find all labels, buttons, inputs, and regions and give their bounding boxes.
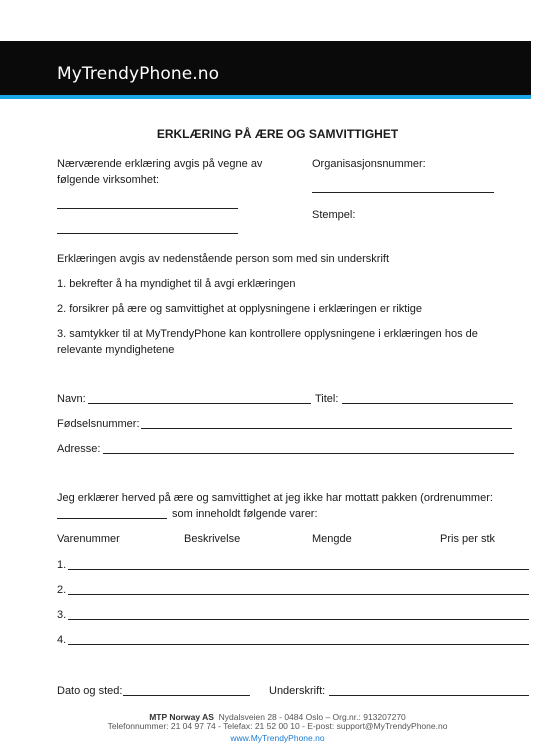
col-description: Beskrivelse	[184, 533, 241, 545]
date-field[interactable]	[123, 695, 250, 696]
footer-contact: Telefonnummer: 21 04 97 74 - Telefax: 21 52 00 10 - E-post: support@MyTrendyPhone.no	[107, 721, 448, 731]
footer-website-link[interactable]: www.MyTrendyPhone.no	[230, 733, 325, 743]
birth-number-label: Fødselsnummer:	[57, 418, 140, 430]
declaration-intro: Erklæringen avgis av nedenstående person som med sin underskrift	[57, 253, 390, 265]
point-2: 2. forsikrer på ære og samvittighet at opplysningene i erklæringen er riktige	[57, 303, 423, 315]
document-title: ERKLÆRING PÅ ÆRE OG SAMVITTIGHET	[156, 127, 399, 141]
row-2-line[interactable]	[68, 594, 529, 595]
footer-address: Nydalsveien 28 - 0484 Oslo – Org.nr.: 913207270	[218, 712, 406, 722]
company-line-2[interactable]	[57, 233, 238, 234]
row-3-number: 3.	[57, 609, 67, 621]
col-unit-price: Pris per stk	[440, 533, 496, 545]
brand-header	[0, 41, 531, 99]
intro-line-2: følgende virksomhet:	[57, 174, 160, 186]
address-label: Adresse:	[57, 443, 101, 455]
stamp-label: Stempel:	[312, 209, 356, 221]
name-field[interactable]	[88, 403, 311, 404]
row-3-line[interactable]	[68, 619, 529, 620]
org-number-line[interactable]	[312, 192, 494, 193]
row-1-line[interactable]	[68, 569, 529, 570]
name-label: Navn:	[57, 393, 86, 405]
signature-label: Underskrift:	[269, 685, 326, 697]
birth-number-field[interactable]	[141, 428, 512, 429]
footer-company: MTP Norway AS	[149, 712, 214, 722]
point-1: 1. bekrefter å ha myndighet til å avgi erklæringen	[57, 278, 296, 290]
col-quantity: Mengde	[312, 533, 352, 545]
row-4-line[interactable]	[68, 644, 529, 645]
order-number-field[interactable]	[57, 518, 167, 519]
point-3-cont: relevante myndighetene	[57, 344, 175, 356]
title-field[interactable]	[342, 403, 513, 404]
intro-line-1: Nærværende erklæring avgis på vegne av	[57, 158, 263, 170]
row-2-number: 2.	[57, 584, 67, 596]
title-label: Titel:	[315, 393, 339, 405]
statement-line-1: Jeg erklærer herved på ære og samvittighet at jeg ikke har mottatt pakken (ordrenummer:	[57, 492, 493, 504]
company-line-1[interactable]	[57, 208, 238, 209]
statement-line-2: som inneholdt følgende varer:	[172, 508, 318, 520]
signature-field[interactable]	[329, 695, 529, 696]
address-field[interactable]	[103, 453, 514, 454]
row-1-number: 1.	[57, 559, 67, 571]
org-number-label: Organisasjonsnummer:	[312, 158, 426, 170]
col-item-number: Varenummer	[57, 533, 120, 545]
date-label: Dato og sted:	[57, 685, 123, 697]
point-3: 3. samtykker til at MyTrendyPhone kan kontrollere opplysningene i erklæringen hos de	[57, 328, 478, 340]
brand-logo: MyTrendyPhone.no	[57, 64, 220, 84]
row-4-number: 4.	[57, 634, 67, 646]
